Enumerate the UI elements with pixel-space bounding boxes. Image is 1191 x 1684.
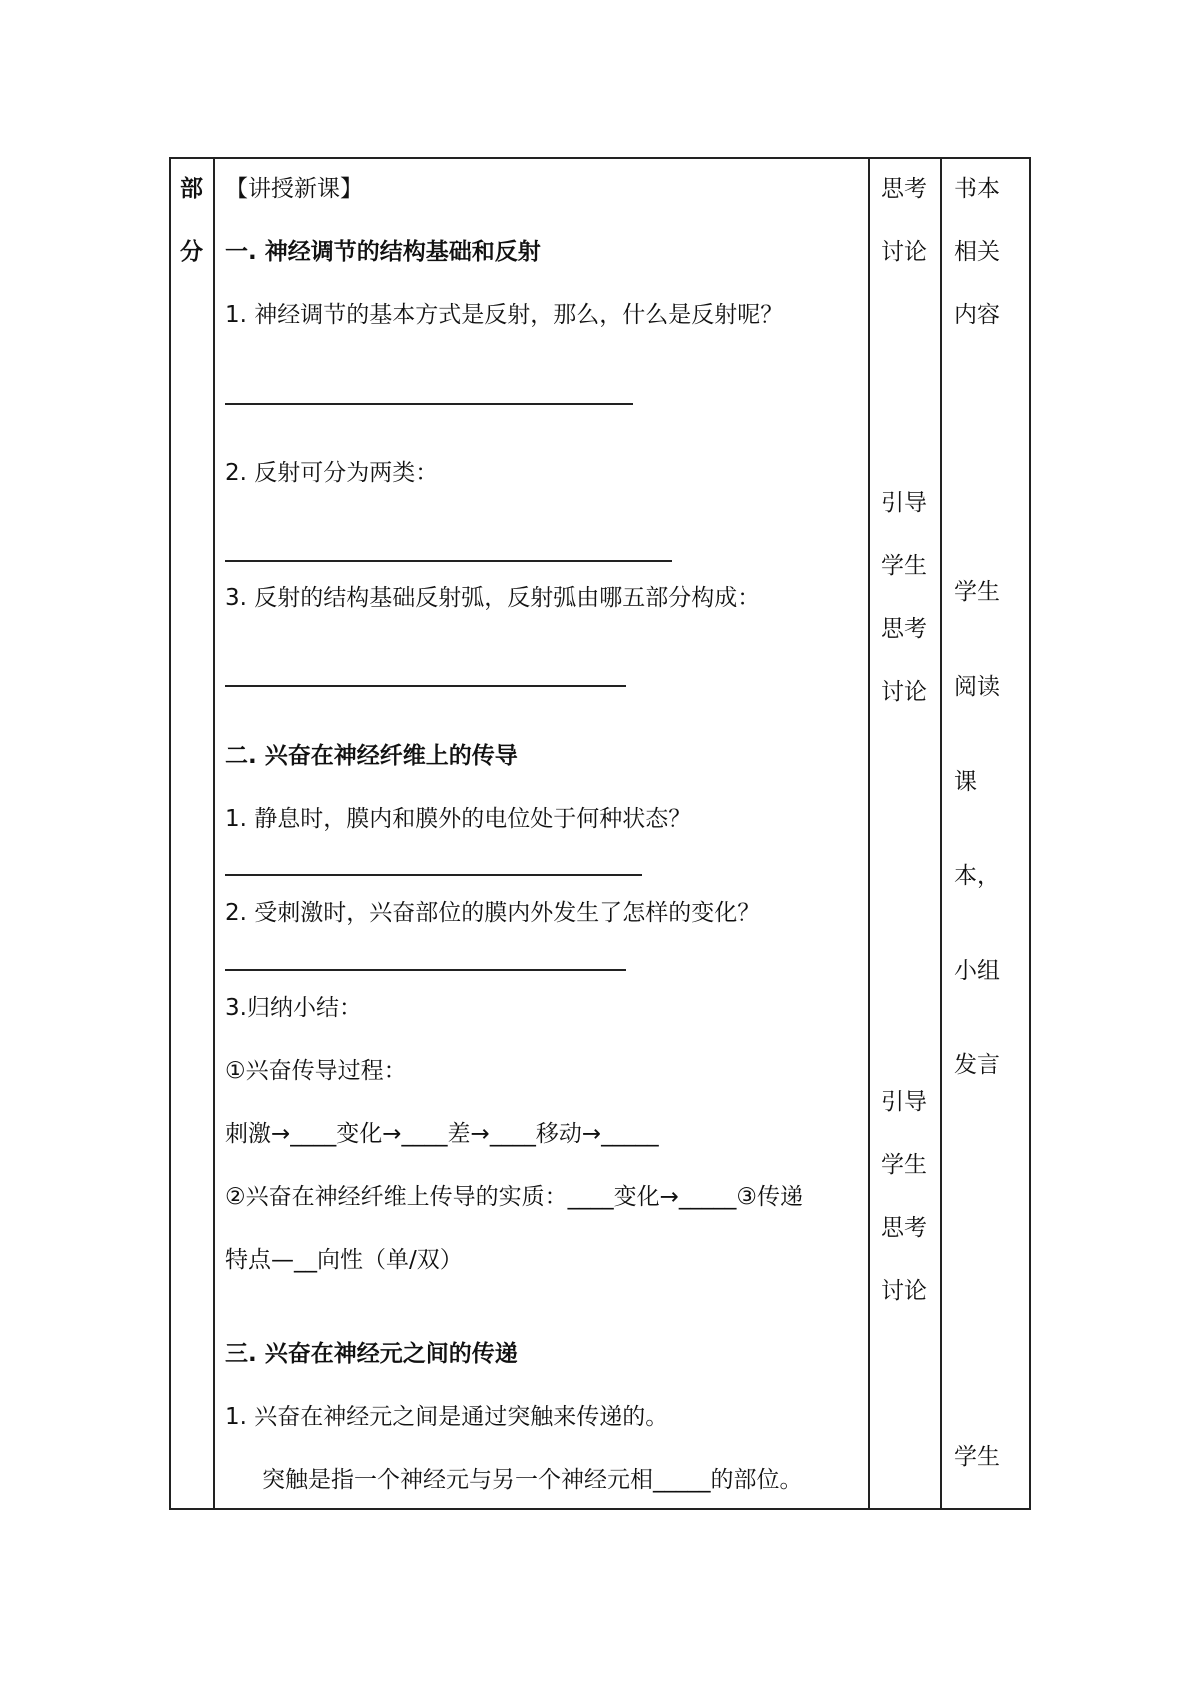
student-activity-text: 学生 [954,579,1000,605]
teacher-activity-text: 讨论 [881,679,927,705]
section-1-question-2: 2. 反射可分为两类： [225,460,439,486]
student-activity-text: 课 [954,769,977,795]
column-divider-3 [940,157,942,1509]
student-activity-text: 相关 [954,239,1000,265]
section-3-title: 三. 兴奋在神经元之间的传递 [225,1341,518,1367]
section-2-title: 二. 兴奋在神经纤维上的传导 [225,743,518,769]
teacher-activity-text: 思考 [881,176,927,202]
student-activity-text: 内容 [954,302,1000,328]
section-3-question-1: 1. 兴奋在神经元之间是通过突触来传递的。 [225,1404,669,1430]
student-activity-text: 发言 [954,1052,1000,1078]
answer-line [225,560,672,562]
section-1-question-3: 3. 反射的结构基础反射弧，反射弧由哪五部分构成： [225,585,761,611]
student-activity-text: 书本 [954,176,1000,202]
section-1-title: 一. 神经调节的结构基础和反射 [225,239,541,265]
teacher-activity-text: 思考 [881,616,927,642]
section-label-char-2: 分 [180,239,203,265]
answer-line [225,685,626,687]
summary-point-3: 特点—__向性（单/双） [225,1247,463,1273]
teacher-activity-text: 讨论 [881,239,927,265]
table-bottom-border [169,1508,1031,1510]
teacher-activity-text: 引导 [881,1089,927,1115]
section-2-question-1: 1. 静息时，膜内和膜外的电位处于何种状态？ [225,806,692,832]
student-activity-text: 本， [954,863,1000,889]
teacher-activity-text: 引导 [881,490,927,516]
summary-point-2: ②兴奋在神经纤维上传导的实质：____变化→_____③传递 [225,1184,804,1210]
section-3-question-2: 突触是指一个神经元与另一个神经元相_____的部位。 [262,1467,803,1493]
teacher-activity-text: 学生 [881,553,927,579]
table-left-border [169,157,171,1509]
student-activity-text: 阅读 [954,674,1000,700]
student-activity-text: 学生 [954,1444,1000,1470]
table-right-border [1029,157,1031,1509]
answer-line [225,403,633,405]
summary-process-blanks: 刺激→____变化→____差→____移动→_____ [225,1121,659,1147]
answer-line [225,874,642,876]
table-top-border [169,157,1031,159]
section-2-question-2: 2. 受刺激时，兴奋部位的膜内外发生了怎样的变化？ [225,900,761,926]
section-label-char-1: 部 [180,176,203,202]
teacher-activity-text: 学生 [881,1152,927,1178]
column-divider-1 [213,157,215,1509]
answer-line [225,969,626,971]
teacher-activity-text: 讨论 [881,1278,927,1304]
section-2-question-3: 3.归纳小结： [225,995,362,1021]
lesson-header: 【讲授新课】 [225,176,363,202]
column-divider-2 [868,157,870,1509]
student-activity-text: 小组 [954,958,1000,984]
teacher-activity-text: 思考 [881,1215,927,1241]
summary-point-1: ①兴奋传导过程： [225,1058,407,1084]
section-1-question-1: 1. 神经调节的基本方式是反射，那么，什么是反射呢？ [225,302,784,328]
